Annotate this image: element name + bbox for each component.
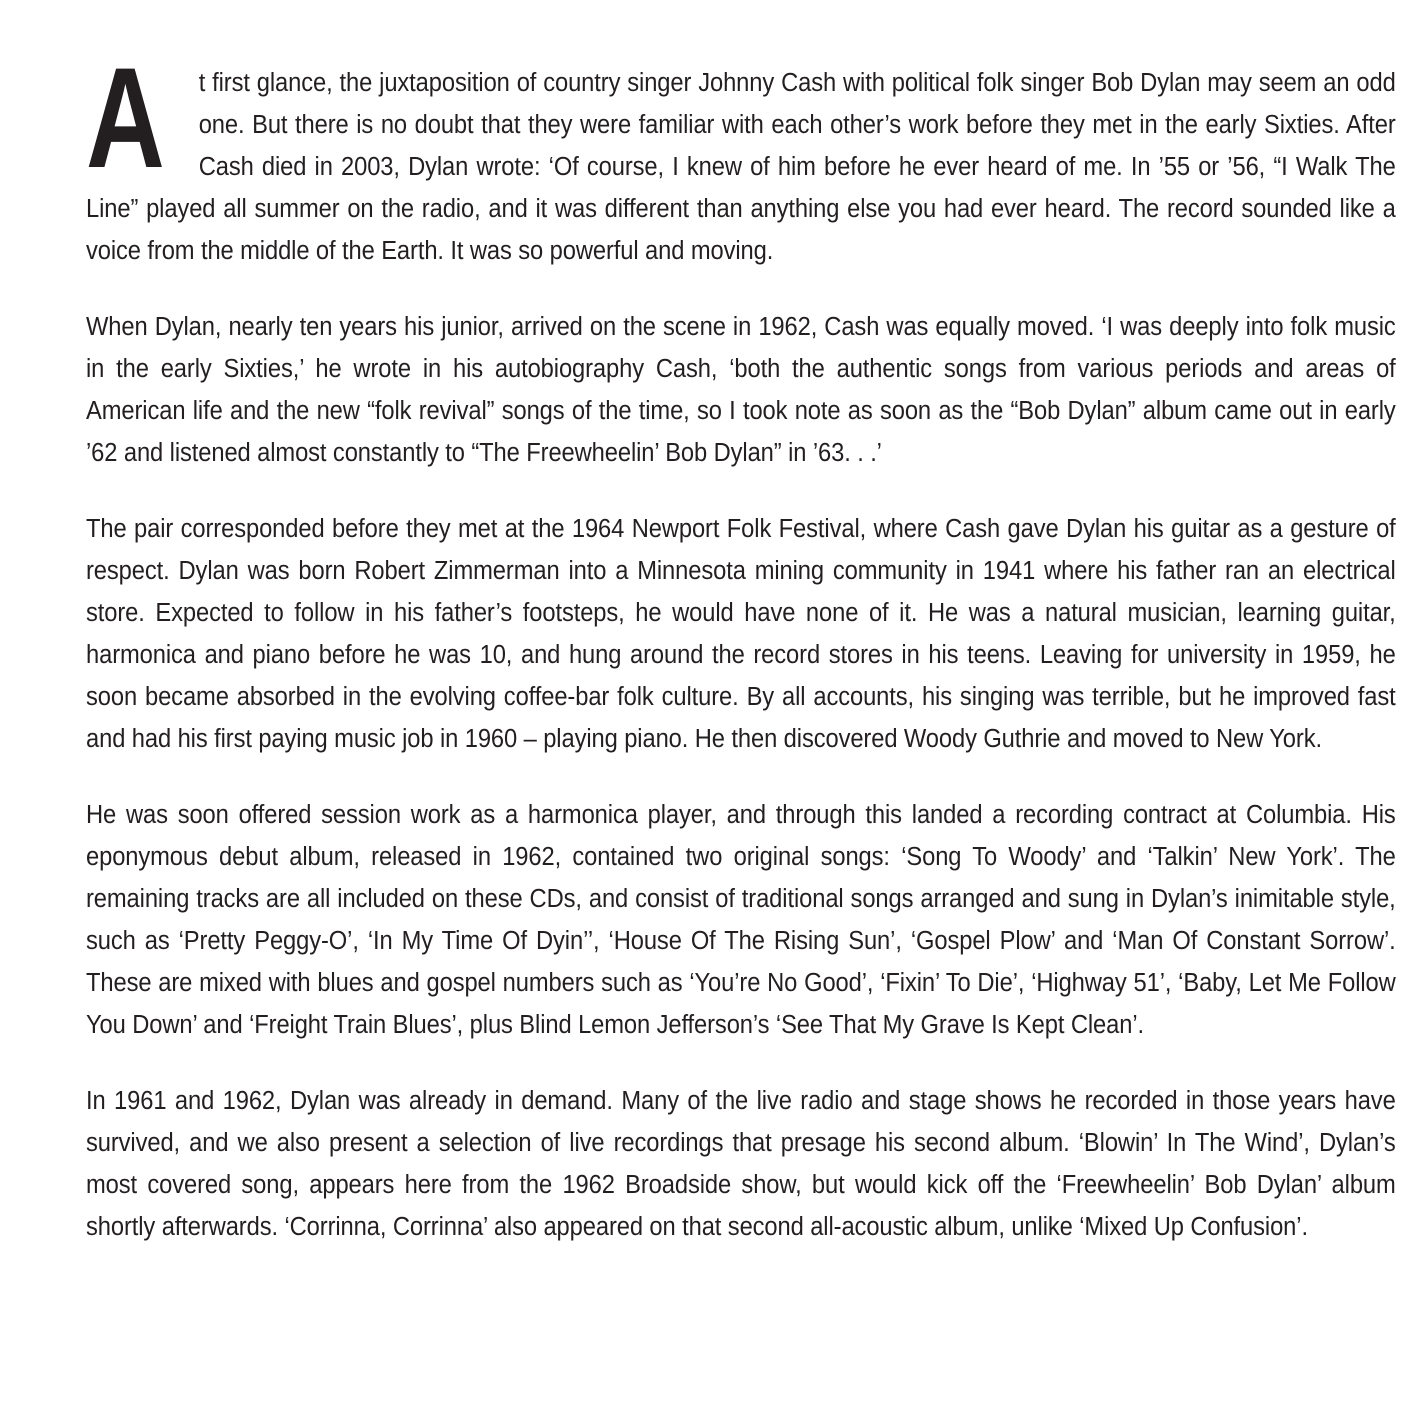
article-body bbox=[86, 39, 1396, 1248]
paragraph-4: He was soon offered session work as a harmonica player, and through this landed a recording contract at Columbia. His eponymous debut album, released in 1962, contained two original songs: ‘Song To Woody’ and ‘Talkin’ New York’. The remaining tracks are all included on these CDs, and consist of traditional songs arranged and sung in Dylan’s inimitable style, such as ‘Pretty Peggy-O’, ‘In My Time Of Dyin’’, ‘House Of The Rising Sun’, ‘Gospel Plow’ and ‘Man Of Constant Sorrow’. These are mixed with blues and gospel numbers such as ‘You’re No Good’, ‘Fixin’ To Die’, ‘Highway 51’, ‘Baby, Let Me Follow You Down’ and ‘Freight Train Blues’, plus Blind Lemon Jefferson’s ‘See That My Grave Is Kept Clean’. bbox=[86, 801, 1396, 1039]
drop-cap-letter: A bbox=[86, 39, 165, 198]
paragraph-3: The pair corresponded before they met at the 1964 Newport Folk Festival, where Cash gave Dylan his guitar as a gesture of respect. Dylan was born Robert Zimmerman into a Minnesota mining community in 1941 where his father ran an electrical store. Expected to follow in his father’s footsteps, he would have none of it. He was a natural musician, learning guitar, harmonica and piano before he was 10, and hung around the record stores in his teens. Leaving for university in 1959, he soon became absorbed in the evolving coffee-bar folk culture. By all accounts, his singing was terrible, but he improved fast and had his first paying music job in 1960 – playing piano. He then discovered Woody Guthrie and moved to New York. bbox=[86, 515, 1396, 753]
paragraph-5: In 1961 and 1962, Dylan was already in demand. Many of the live radio and stage shows he recorded in those years have survived, and we also present a selection of live recordings that presage his second album. ‘Blowin’ In The Wind’, Dylan’s most covered song, appears here from the 1962 Broadside show, but would kick off the ‘Freewheelin’ Bob Dylan’ album shortly afterwards. ‘Corrinna, Corrinna’ also appeared on that second all-acoustic album, unlike ‘Mixed Up Confusion’. bbox=[86, 1087, 1396, 1241]
paragraph-1-text: t first glance, the juxtaposition of country singer Johnny Cash with political folk singer Bob Dylan may seem an odd one. But there is no doubt that they were familiar with each other’s work before they met in the early Sixties. After Cash died in 2003, Dylan wrote: ‘Of course, I knew of him before he ever heard of me. In ’55 or ’56, “I Walk The Line” played all summer on the radio, and it was different than anything else you had ever heard. The record sounded like a voice from the middle of the Earth. It was so powerful and moving. bbox=[86, 69, 1396, 265]
paragraph-1 bbox=[86, 39, 1396, 272]
paragraph-2: When Dylan, nearly ten years his junior, arrived on the scene in 1962, Cash was equally moved. ‘I was deeply into folk music in the early Sixties,’ he wrote in his autobiography Cash, ‘both the authentic songs from various periods and areas of American life and the new “folk revival” songs of the time, so I took note as soon as the “Bob Dylan” album came out in early ’62 and listened almost constantly to “The Freewheelin’ Bob Dylan” in ’63. . .’ bbox=[86, 313, 1396, 467]
